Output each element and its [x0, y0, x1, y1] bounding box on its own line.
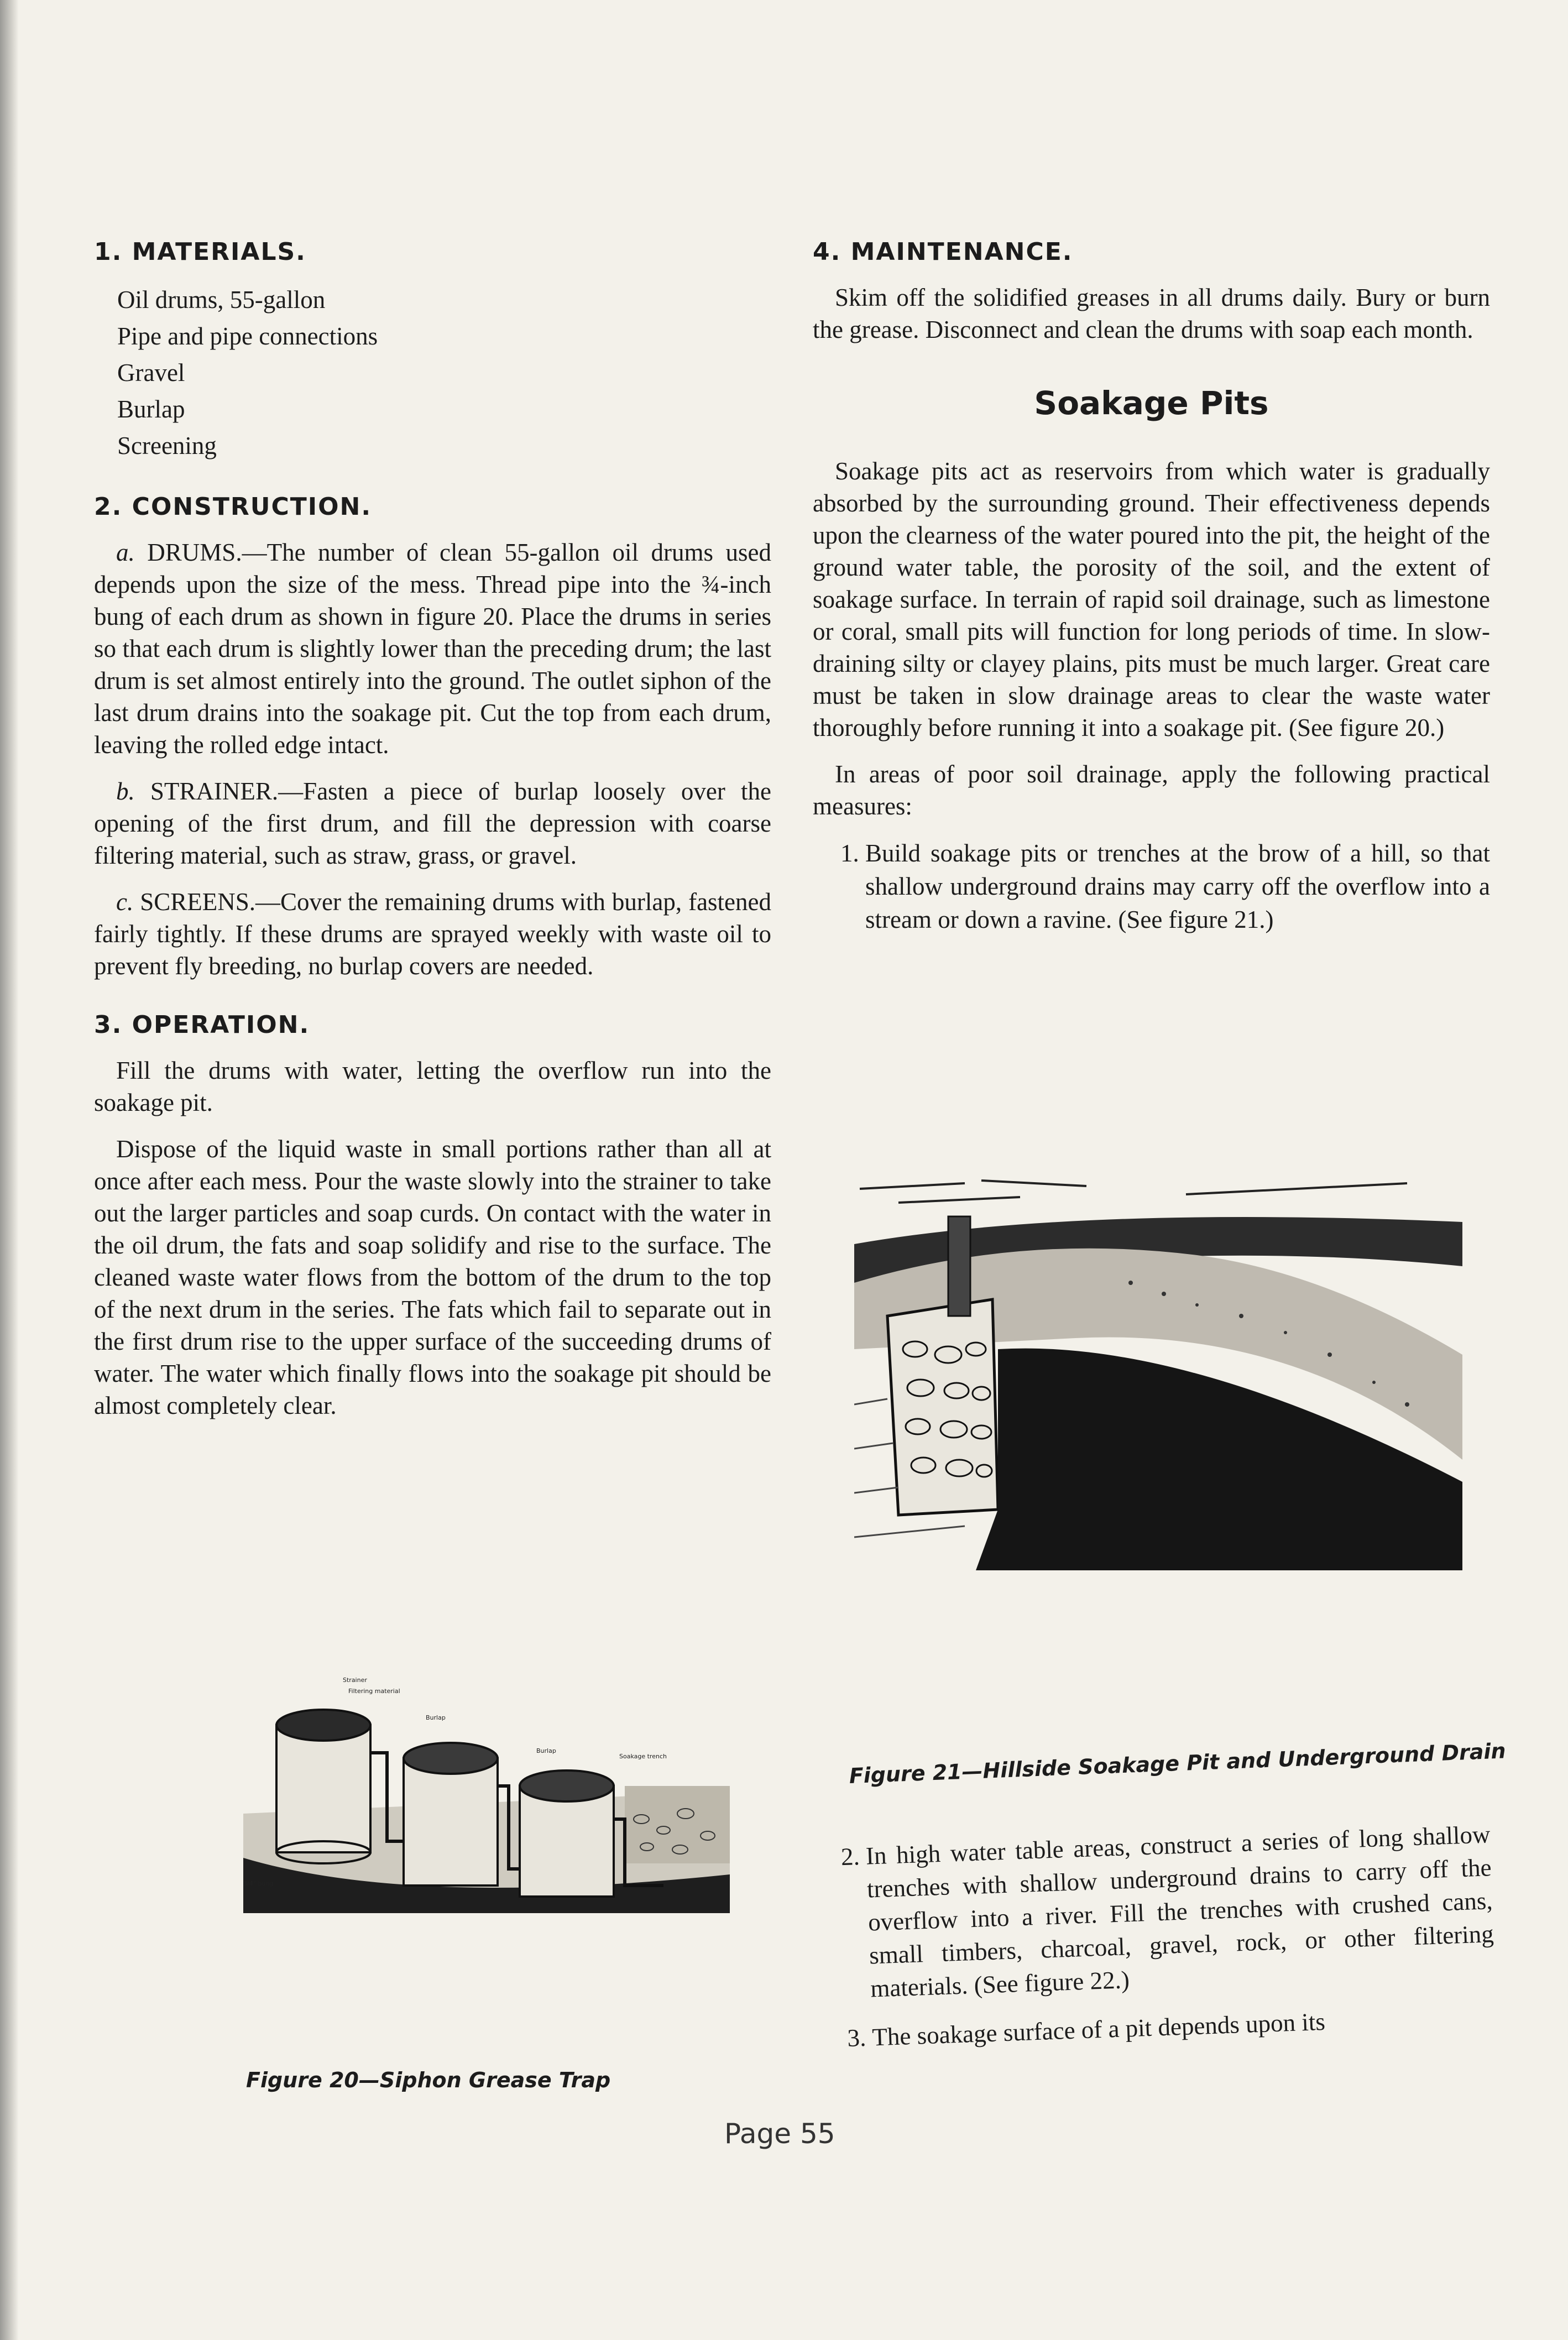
figure-20-caption: Figure 20—Siphon Grease Trap: [246, 2068, 611, 2092]
construction-section: [94, 493, 771, 982]
operation-paragraph-1: Fill the drums with water, letting the overflow run into the soakage pit.: [94, 1057, 771, 1116]
construction-heading: 2. CONSTRUCTION.: [94, 493, 372, 521]
materials-list: [94, 281, 771, 464]
materials-heading: 1. MATERIALS.: [94, 238, 306, 266]
measure-item-2: 2. In high water table areas, construct a series of long shallow trenches with shallow underground drains to carry off the overflow into a river. Fill the trenches with crushed cans, small timbers, charcoal, gravel, rock, or other filtering materials. (See figure 22.): [865, 1817, 1496, 2005]
soakage-paragraph-1: Soakage pits act as reservoirs from which water is gradually absorbed by the surrounding ground. Their effectiveness depends upon the clearness of the water poured into the pit, the height of the ground water table, the porosity of the soil, and the extent of soakage surface. In terrain of rapid soil drainage, such as limestone or coral, small pits will function for long periods of time. In slow-draining silty or clayey plains, pits must be much larger. Great care must be taken in slow drainage areas to clear the waste water thoroughly before running it into a soakage pit. (See figure 20.): [813, 457, 1490, 741]
material-item: Pipe and pipe connections: [117, 322, 378, 350]
page-number: Page 55: [724, 2118, 835, 2150]
material-item: Screening: [117, 432, 217, 459]
drums-paragraph: [94, 536, 771, 761]
maintenance-section: [813, 238, 1490, 346]
maintenance-heading: 4. MAINTENANCE.: [813, 238, 1073, 266]
figure-21-illustration: [854, 1172, 1462, 1570]
measure-item-1: 1. Build soakage pits or trenches at the brow of a hill, so that shallow underground drains may carry off the overflow into a stream or down a ravine. (See figure 21.): [865, 837, 1490, 936]
label-burlap-2: Burlap: [536, 1747, 556, 1754]
strainer-paragraph: [94, 775, 771, 871]
materials-section: [94, 238, 771, 464]
material-item: Oil drums, 55-gallon: [117, 286, 326, 314]
strainer-text: STRAINER.—Fasten a piece of burlap loosely over the opening of the first drum, and fill the depression with coarse filtering material, such as straw, grass, or gravel.: [94, 777, 772, 869]
operation-section: [94, 1011, 771, 1422]
strainer-label: b.: [116, 777, 135, 805]
right-column: [813, 238, 1490, 952]
material-item: Gravel: [117, 359, 185, 386]
page-binding-edge: [0, 0, 19, 2340]
soakage-paragraph-2: In areas of poor soil drainage, apply the following practical measures:: [813, 760, 1490, 820]
operation-paragraph-2: Dispose of the liquid waste in small portions rather than all at once after each mess. Pour the waste slowly into the strainer to take out the larger particles and soap curds. On contact with the water in the oil drum, the fats and soap solidify and rise to the surface. The cleaned waste water flows from the bottom of the drum to the top of the next drum in the series. The fats which fail to separate out in the first drum rise to the upper surface of the succeeding drums of water. The water which finally flows into the soakage pit should be almost completely clear.: [94, 1135, 771, 1419]
measures-list: [813, 837, 1490, 936]
label-bung: 3/4" bung: [243, 1880, 274, 1887]
drums-text: DRUMS.—The number of clean 55-gallon oil drums used depends upon the size of the mess. Thread pipe into the ¾-inch bung of each drum as shown in figure 20. Place the drums in series so that each drum is slightly lower than the preceding drum; the last drum is set almost entirely into the ground. The outlet siphon of the last drum drains into the soakage pit. Cut the top from each drum, leaving the rolled edge intact.: [94, 539, 771, 759]
left-column: [94, 238, 771, 1450]
right-column-continued: [813, 1817, 1498, 2071]
figure-21-caption: Figure 21—Hillside Soakage Pit and Underground Drain: [849, 1738, 1507, 1788]
material-item: Burlap: [117, 395, 185, 423]
figure-20-illustration: [243, 1675, 730, 1913]
screens-text: SCREENS.—Cover the remaining drums with burlap, fastened fairly tightly. If these drums are sprayed weekly with waste oil to prevent fly breeding, no burlap covers are needed.: [94, 888, 772, 980]
hillside-soakage-pit-drawing: [854, 1172, 1462, 1570]
screens-label: c.: [116, 888, 134, 916]
operation-heading: 3. OPERATION.: [94, 1011, 310, 1039]
siphon-grease-trap-drawing: [243, 1675, 730, 1913]
label-soakage-trench: Soakage trench: [619, 1753, 667, 1760]
measures-list-continued: [813, 1817, 1497, 2056]
screens-paragraph: [94, 886, 771, 982]
drums-label: a.: [116, 539, 135, 566]
maintenance-text: Skim off the solidified greases in all drums daily. Bury or burn the grease. Disconnect and clean the drums with soap each month.: [813, 284, 1490, 343]
soakage-pits-title: Soakage Pits: [1034, 384, 1269, 422]
label-filtering-material: Filtering material: [348, 1688, 400, 1695]
label-strainer: Strainer: [343, 1676, 367, 1684]
measure-item-3: 3. The soakage surface of a pit depends upon its: [871, 1999, 1497, 2054]
label-burlap-1: Burlap: [426, 1714, 446, 1721]
